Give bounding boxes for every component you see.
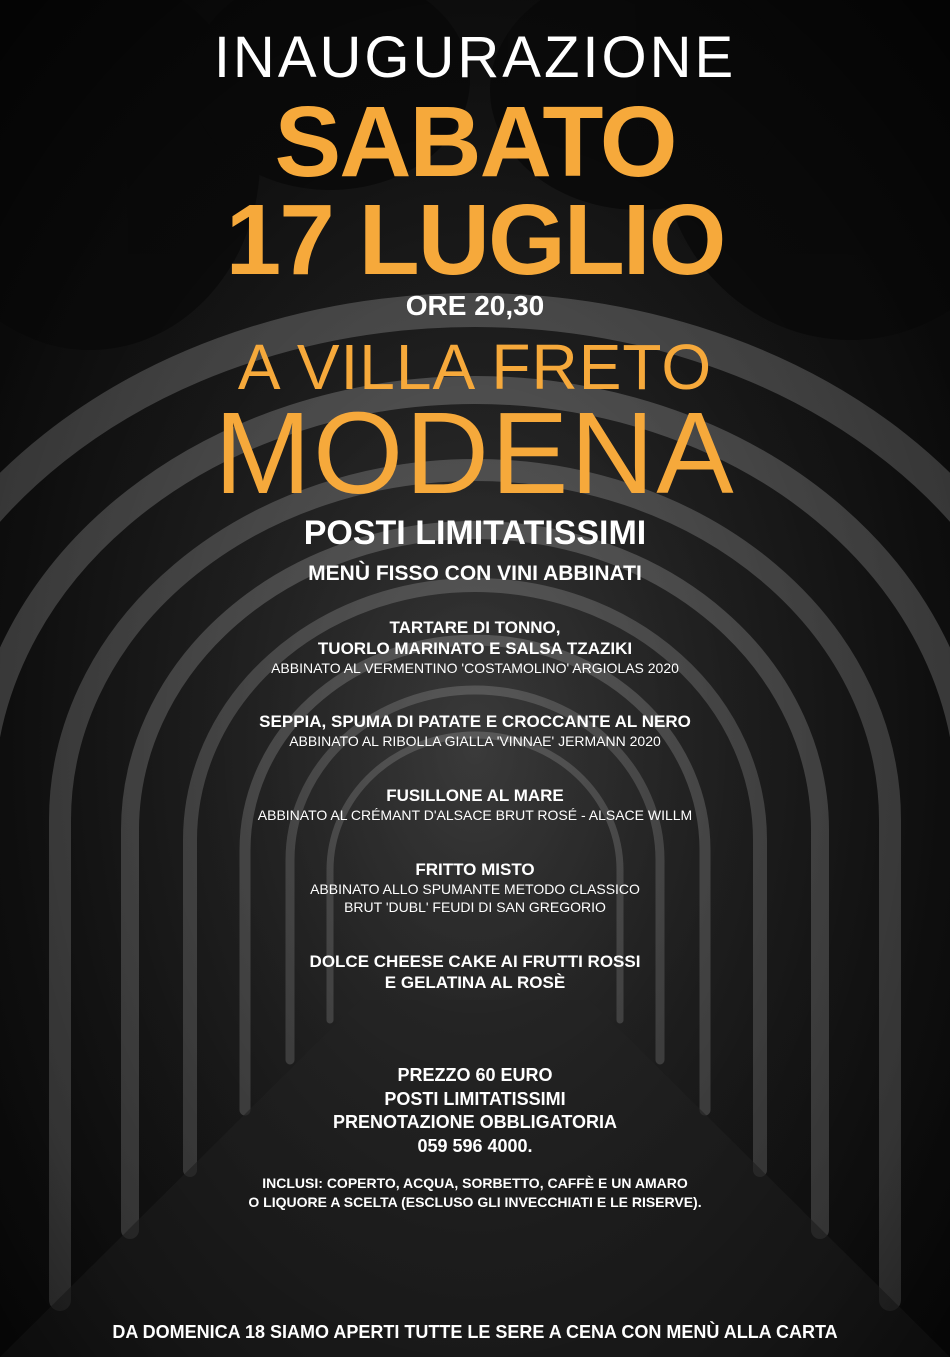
footer-opening-note: DA DOMENICA 18 SIAMO APERTI TUTTE LE SERE A CENA CON MENÙ ALLA CARTA	[112, 1322, 838, 1342]
booking-required-text: PRENOTAZIONE OBBLIGATORIA	[332, 1112, 617, 1132]
course-1	[0, 617, 950, 677]
event-date: 17 LUGLIO	[225, 184, 725, 296]
course-5	[0, 951, 950, 993]
course-dish: FRITTO MISTO	[415, 860, 535, 879]
course-3	[0, 785, 950, 824]
course-wine-pairing: BRUT 'DUBL' FEUDI DI SAN GREGORIO	[344, 899, 606, 915]
event-city: MODENA	[214, 388, 736, 518]
limited-seats-heading: POSTI LIMITATISSIMI	[303, 514, 647, 552]
included-text: O LIQUORE A SCELTA (ESCLUSO GLI INVECCHIATI E LE RISERVE).	[248, 1194, 702, 1210]
included-info	[0, 1174, 950, 1212]
course-dish: TARTARE DI TONNO,	[389, 618, 561, 637]
course-dish: E GELATINA AL ROSÈ	[384, 973, 566, 992]
course-dish: TUORLO MARINATO E SALSA TZAZIKI	[317, 639, 633, 658]
event-venue: A VILLA FRETO	[237, 331, 713, 403]
course-4	[0, 859, 950, 916]
inauguration-title: INAUGURAZIONE	[213, 25, 737, 90]
course-wine-pairing: ABBINATO ALLO SPUMANTE METODO CLASSICO	[310, 881, 640, 897]
menu-title: MENÙ FISSO CON VINI ABBINATI	[308, 562, 642, 585]
course-dish: DOLCE CHEESE CAKE AI FRUTTI ROSSI	[309, 952, 641, 971]
phone-number: 059 596 4000.	[417, 1135, 533, 1156]
course-wine-pairing: ABBINATO AL CRÉMANT D'ALSACE BRUT ROSÉ - ALSACE WILLM	[257, 807, 693, 823]
price-text: PREZZO 60 EURO	[397, 1065, 553, 1085]
course-dish: SEPPIA, SPUMA DI PATATE E CROCCANTE AL NERO	[259, 712, 691, 731]
limited-seats-text: POSTI LIMITATISSIMI	[384, 1088, 566, 1109]
event-time: ORE 20,30	[405, 290, 545, 321]
booking-info	[0, 1064, 950, 1158]
event-day: SABATO	[274, 86, 676, 198]
included-text: INCLUSI: COPERTO, ACQUA, SORBETTO, CAFFÈ E UN AMARO	[262, 1175, 688, 1191]
course-wine-pairing: ABBINATO AL RIBOLLA GIALLA 'VINNAE' JERMANN 2020	[289, 733, 661, 749]
course-wine-pairing: ABBINATO AL VERMENTINO 'COSTAMOLINO' ARGIOLAS 2020	[271, 660, 679, 676]
course-dish: FUSILLONE AL MARE	[386, 786, 564, 805]
course-2	[0, 711, 950, 750]
